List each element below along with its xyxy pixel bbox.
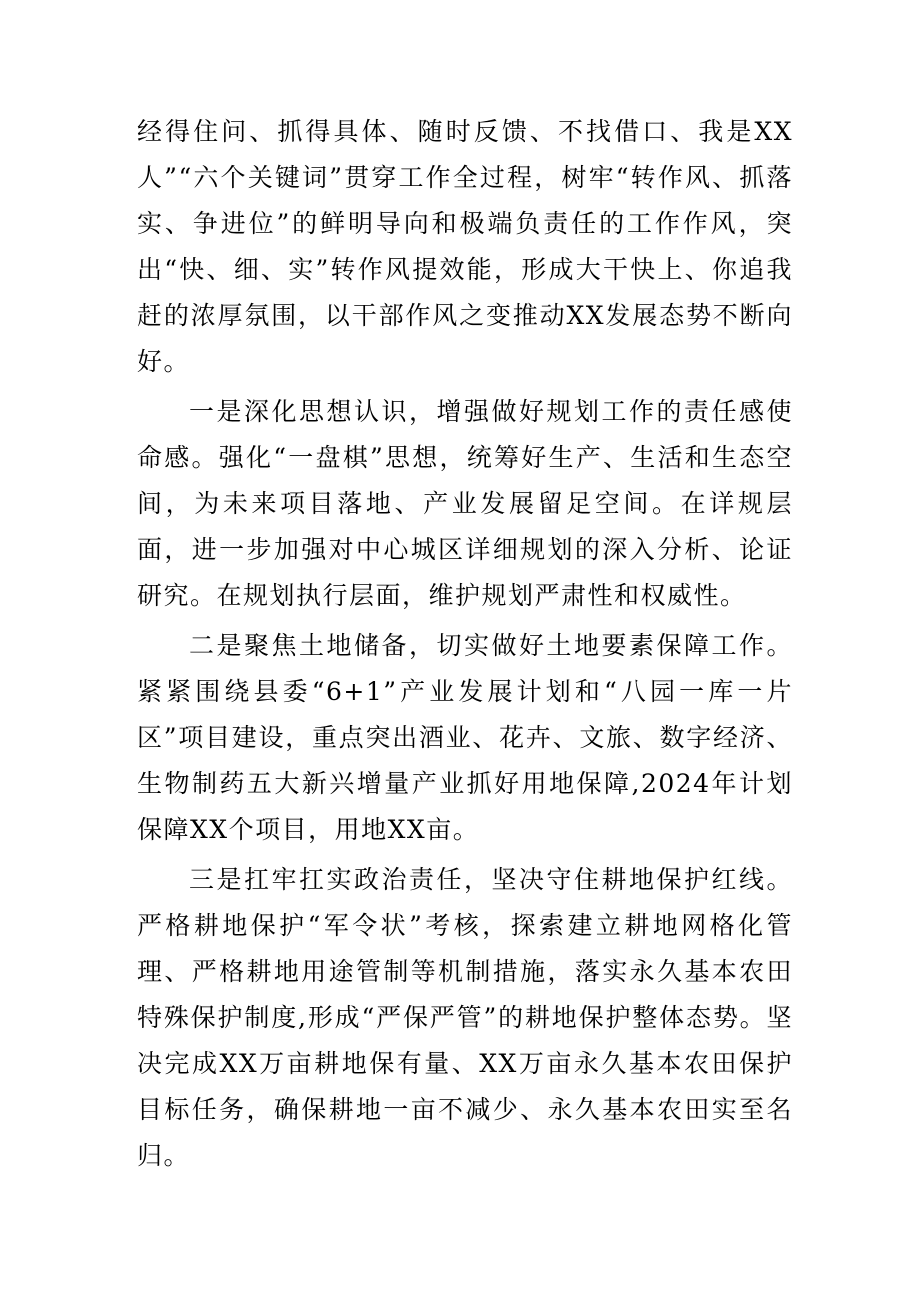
paragraph-farmland-protection: 三是扛牢扛实政治责任，坚决守住耕地保护红线。严格耕地保护“军令状”考核，探索建立耕地网格化管理、严格耕地用途管制等机制措施，落实永久基本农田特殊保护制度,形成“严保严管”的耕地保护整体态势。坚决完成XX万亩耕地保有量、XX万亩永久基本农田保护目标任务，确保耕地一亩不减少、永久基本农田实至名归。	[137, 865, 793, 1170]
paragraph-land-reserve: 二是聚焦土地储备，切实做好土地要素保障工作。紧紧围绕县委“6+1”产业发展计划和“八园一库一片区”项目建设，重点突出酒业、花卉、文旅、数字经济、生物制药五大新兴增量产业抓好用地保障,2024年计划保障XX个项目，用地XX亩。	[137, 631, 793, 844]
paragraph-work-style: 经得住问、抓得具体、随时反馈、不找借口、我是XX人”“六个关键词”贯穿工作全过程，树牢“转作风、抓落实、争进位”的鲜明导向和极端负责任的工作作风，突出“快、细、实”转作风提效能，形成大干快上、你追我赶的浓厚氛围，以干部作风之变推动XX发展态势不断向好。	[137, 117, 793, 376]
paragraph-planning: 一是深化思想认识，增强做好规划工作的责任感使命感。强化“一盘棋”思想，统筹好生产、生活和生态空间，为未来项目落地、产业发展留足空间。在详规层面，进一步加强对中心城区详细规划的深入分析、论证研究。在规划执行层面，维护规划严肃性和权威性。	[137, 397, 793, 610]
document-body	[137, 109, 793, 1179]
